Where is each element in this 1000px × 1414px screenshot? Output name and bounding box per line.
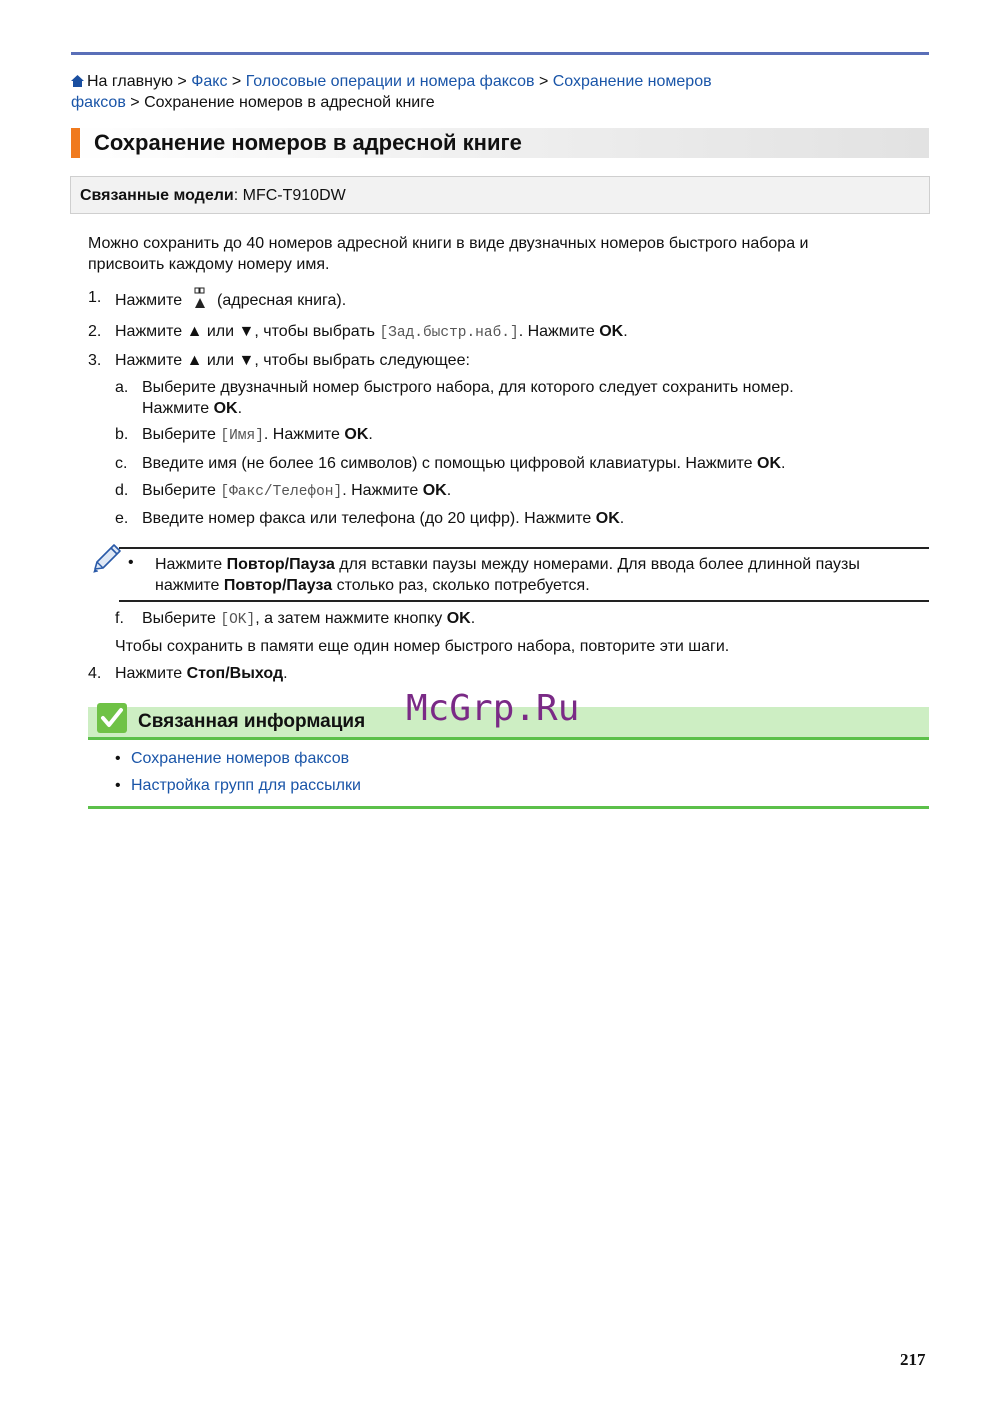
menu-code: [OK]	[220, 612, 256, 628]
related-link-save-fax-numbers[interactable]: Сохранение номеров факсов	[131, 750, 350, 767]
pause-key: Повтор/Пауза	[223, 577, 333, 594]
substep-text: Введите номер факса или телефона (до 20 цифр). Нажмите	[142, 510, 592, 527]
home-icon[interactable]	[71, 75, 84, 87]
substep-letter: c.	[115, 455, 128, 472]
ok-key: OK	[599, 323, 624, 340]
breadcrumb-separator: >	[130, 94, 140, 111]
stop-exit-key: Стоп/Выход	[186, 665, 284, 682]
note-text	[155, 554, 925, 596]
related-models-box	[70, 176, 930, 214]
substep-letter: e.	[115, 510, 129, 527]
breadcrumb-home: На главную	[87, 73, 173, 90]
ok-key: OK	[446, 610, 471, 627]
top-rule	[71, 52, 929, 55]
punct: .	[446, 482, 452, 499]
related-models-value: : MFC-T910DW	[233, 187, 346, 204]
breadcrumb-save-numbers-link[interactable]: Сохранение номеров	[552, 73, 712, 90]
punct: .	[619, 510, 625, 527]
step-number: 4.	[88, 665, 102, 682]
substep-text: Выберите	[142, 482, 216, 499]
substep-text: Выберите	[142, 426, 216, 443]
page-number: 217	[900, 1350, 926, 1369]
bullet: •	[115, 777, 121, 794]
substep-text: Нажмите	[142, 400, 210, 417]
breadcrumb-current: Сохранение номеров в адресной книге	[144, 94, 435, 111]
breadcrumb-separator: >	[538, 73, 549, 90]
step-text: Нажмите ▲ или ▼, чтобы выбрать	[115, 323, 376, 340]
related-info-bottom-rule	[88, 806, 929, 809]
substep-text: , а затем нажмите кнопку	[255, 610, 443, 627]
step-text: Нажмите	[115, 665, 183, 682]
page-title: Сохранение номеров в адресной книге	[94, 130, 522, 155]
substep-text: . Нажмите	[342, 482, 419, 499]
note-bottom-rule	[119, 600, 929, 602]
punct: .	[237, 400, 243, 417]
step-number: 1.	[88, 289, 102, 306]
related-info-rule	[88, 737, 929, 740]
step-number: 2.	[88, 323, 102, 340]
punct: .	[283, 665, 288, 682]
menu-code: [Зад.быстр.наб.]	[379, 325, 519, 341]
punct: .	[470, 610, 476, 627]
substep-letter: f.	[115, 610, 124, 627]
watermark: McGrp.Ru	[406, 688, 580, 729]
punct: .	[368, 426, 373, 443]
ok-key: OK	[757, 455, 782, 472]
substep-text: Выберите	[142, 610, 216, 627]
breadcrumb-separator: >	[231, 73, 242, 90]
ok-key: OK	[213, 400, 238, 417]
breadcrumb	[71, 71, 831, 113]
related-models-label: Связанные модели	[80, 187, 234, 204]
breadcrumb-save-numbers-link-cont[interactable]: факсов	[71, 94, 126, 111]
substep-text: . Нажмите	[263, 426, 340, 443]
intro-text: Можно сохранить до 40 номеров адресной книги в виде двузначных номеров быстрого набора и присвоить каждому номеру имя.	[88, 235, 809, 273]
note-part: Нажмите	[155, 556, 223, 573]
step-text: Нажмите	[115, 292, 183, 309]
ok-key: OK	[344, 426, 369, 443]
step-text: . Нажмите	[518, 323, 595, 340]
substep-text: Введите имя (не более 16 символов) с помощью цифровой клавиатуры. Нажмите	[142, 455, 753, 472]
checkmark-icon	[97, 703, 127, 733]
ok-key: OK	[422, 482, 447, 499]
punct: .	[623, 323, 628, 340]
menu-code: [Факс/Телефон]	[220, 484, 343, 500]
title-accent-mark	[71, 128, 80, 158]
breadcrumb-separator: >	[177, 73, 187, 90]
note-part: столько раз, сколько потребуется.	[336, 577, 590, 594]
substep-text: Выберите двузначный номер быстрого набора, для которого следует сохранить номер.	[142, 379, 794, 396]
note-bullet: •	[128, 554, 134, 571]
substep-letter: d.	[115, 482, 129, 499]
title-bar	[71, 128, 929, 158]
substep-letter: a.	[115, 379, 129, 396]
pause-key: Повтор/Пауза	[226, 556, 335, 573]
note-part: для вставки паузы между номерами. Для ввода более длинной паузы нажмите	[155, 556, 860, 594]
breadcrumb-fax-link[interactable]: Факс	[191, 73, 228, 90]
menu-code: [Имя]	[220, 428, 264, 444]
address-book-icon	[193, 287, 207, 311]
related-info-title: Связанная информация	[138, 711, 366, 732]
breadcrumb-voice-ops-link[interactable]: Голосовые операции и номера факсов	[245, 73, 535, 90]
note-top-rule	[119, 547, 929, 549]
ok-key: OK	[595, 510, 620, 527]
step-number: 3.	[88, 352, 102, 369]
related-link-broadcast-groups[interactable]: Настройка групп для рассылки	[131, 777, 361, 794]
step-text: (адресная книга).	[217, 292, 347, 309]
substep-letter: b.	[115, 426, 129, 443]
repeat-text: Чтобы сохранить в памяти еще один номер быстрого набора, повторите эти шаги.	[115, 638, 730, 655]
punct: .	[781, 455, 786, 472]
bullet: •	[115, 750, 121, 767]
step-text: Нажмите ▲ или ▼, чтобы выбрать следующее:	[115, 352, 470, 369]
